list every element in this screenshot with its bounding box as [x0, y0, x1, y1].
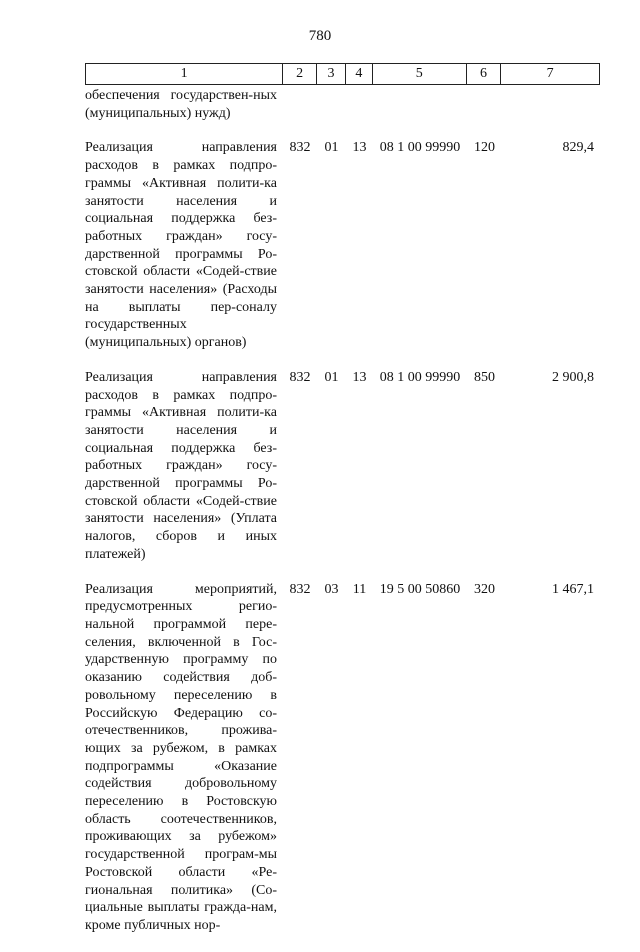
row-col-6: 850: [474, 369, 495, 385]
row-col-3: 03: [324, 581, 339, 597]
row-col-5: 19 5 00 50860: [379, 581, 461, 597]
row-col-7: 2 900,8: [552, 369, 594, 385]
page-number: 780: [308, 28, 332, 44]
header-col-5: 5: [373, 64, 467, 84]
table-row: [85, 139, 600, 351]
row-col-6: [467, 87, 502, 122]
row-col-6: 320: [474, 581, 495, 597]
row-col-5: [373, 87, 467, 122]
row-description: Реализация мероприятий, предусмотренных регио-нальной программой пере-селения, включенной в Гос-ударственную программу по оказанию содействия доб-ровольному переселению в Российскую Федерацию со-отечественников, прожива-ющих за рубежом, в рамках подпрограммы «Оказание содействия добровольному переселению в Ростовскую область соотечественников, проживающих за рубежом» государственной програм-мы Ростовской области «Ре-гиональная политика» (Со-циальные выплаты гражда-нам, кроме публичных нор-: [85, 581, 277, 933]
header-col-2: 2: [283, 64, 317, 84]
row-col-2: 832: [289, 581, 311, 597]
table-row: [85, 369, 600, 564]
header-col-1: 1: [86, 64, 283, 84]
row-col-7: 1 467,1: [552, 581, 594, 597]
row-description: обеспечения государствен-ных (муниципальных) нужд): [85, 88, 277, 121]
row-col-2: [283, 87, 317, 122]
row-col-7: 829,4: [562, 140, 594, 156]
row-col-4: 13: [352, 369, 367, 385]
table-header: [85, 63, 600, 85]
row-col-2: 832: [289, 369, 311, 385]
row-col-4: 13: [352, 140, 367, 156]
row-description: Реализация направления расходов в рамках подпро-граммы «Активная полити-ка занятости населения и социальная поддержка без-работных граждан» госу-дарственной программы Ро-стовской области «Содей-ствие занятости населения» (Уплата налогов, сборов и иных платежей): [85, 369, 277, 562]
header-col-7: 7: [546, 66, 554, 81]
row-col-6: 120: [474, 140, 495, 156]
header-col-6: 6: [467, 64, 502, 84]
row-col-2: 832: [289, 140, 311, 156]
row-col-4: [346, 87, 373, 122]
row-col-7: [502, 87, 600, 122]
row-col-3: 01: [324, 140, 339, 156]
row-description: Реализация направления расходов в рамках подпро-граммы «Активная полити-ка занятости населения и социальная поддержка без-работных граждан» госу-дарственной программы Ро-стовской области «Содей-ствие занятости населения» (Расходы на выплаты пер-соналу государственных (муниципальных) органов): [85, 140, 277, 351]
table-row: [85, 87, 600, 122]
header-col-4: 4: [346, 64, 373, 84]
row-col-3: [317, 87, 346, 122]
row-col-5: 08 1 00 99990: [379, 369, 461, 385]
row-col-4: 11: [352, 581, 367, 597]
table-row: [85, 581, 600, 935]
header-col-3: 3: [317, 64, 346, 84]
row-col-5: 08 1 00 99990: [379, 140, 461, 156]
row-col-3: 01: [324, 369, 339, 385]
table-body: [85, 87, 600, 952]
